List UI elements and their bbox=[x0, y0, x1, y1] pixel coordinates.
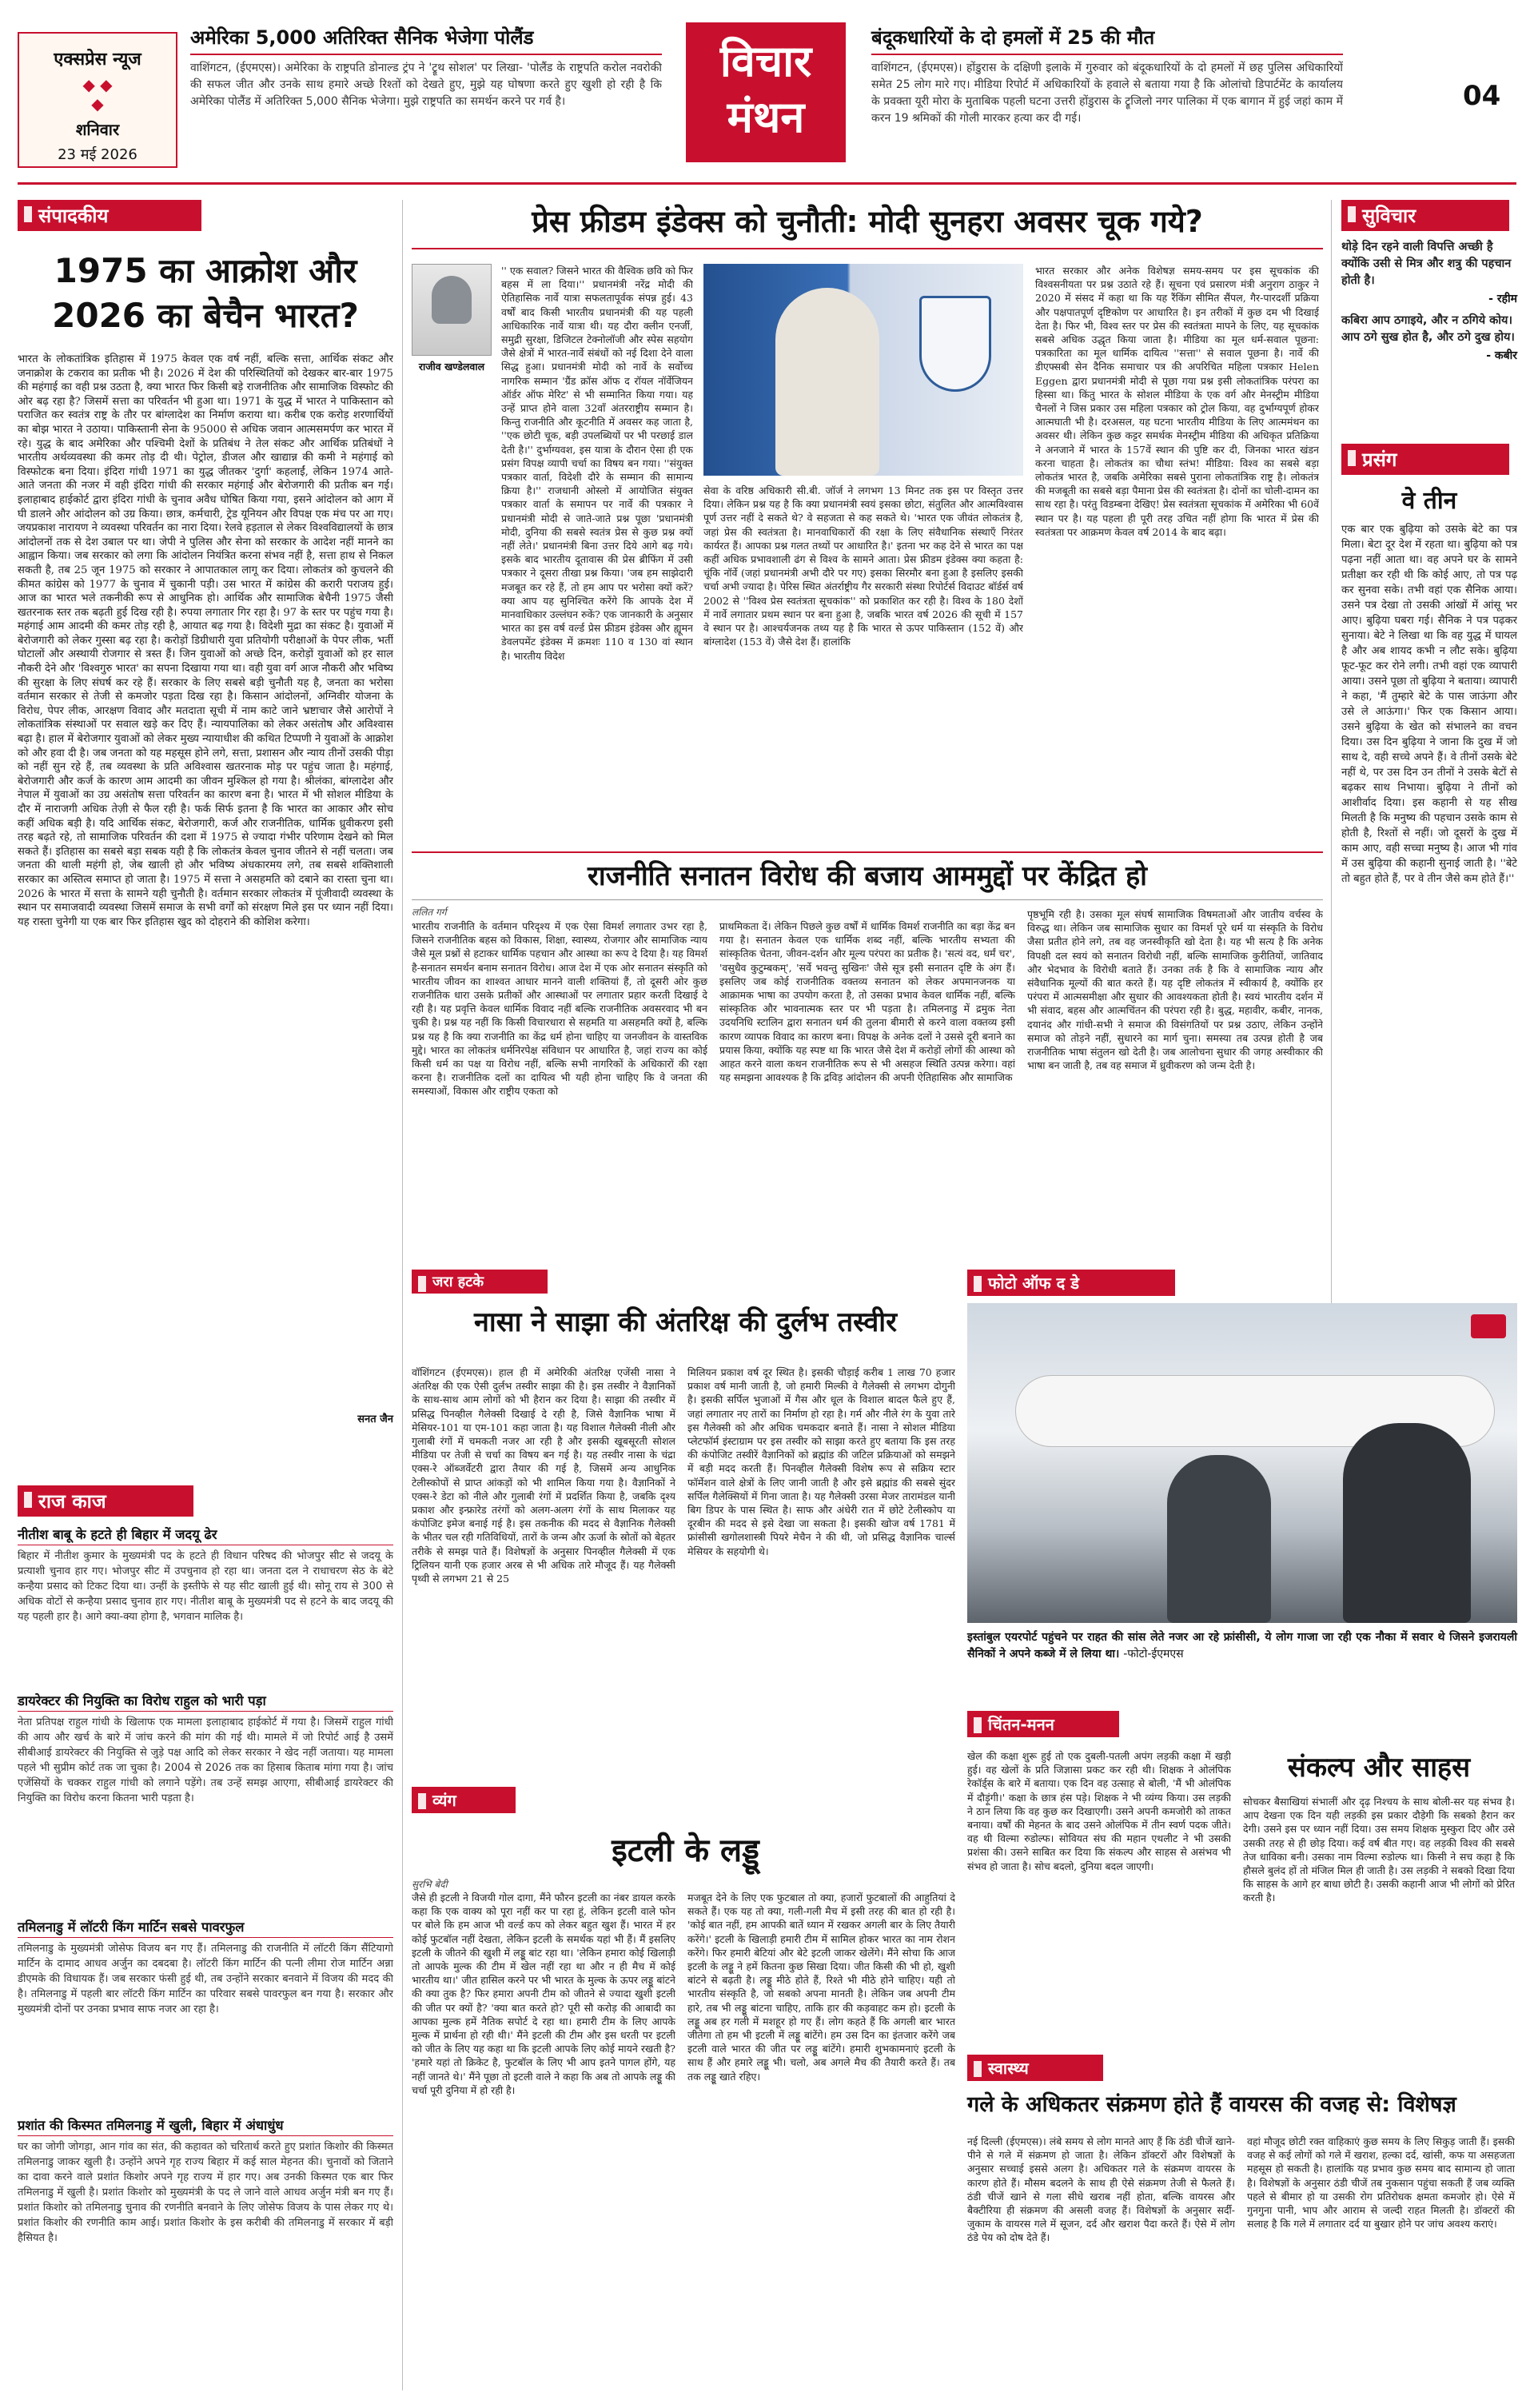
editorial-tag: संपादकीय bbox=[18, 200, 201, 231]
quote-2: कबिरा आप ठगाइये, और न ठगिये कोय। आप ठगे सुख होत है, और ठगे दुख होय। bbox=[1341, 314, 1515, 344]
person-left-silhouette bbox=[1167, 1455, 1271, 1623]
quote-2-author: - कबीर bbox=[1486, 349, 1517, 362]
column-divider bbox=[402, 200, 403, 2390]
author-portrait-icon bbox=[432, 276, 472, 324]
top-brief-left-body: वाशिंगटन, (ईएमएस)। अमेरिका के राष्ट्रपति डोनाल्ड ट्रंप ने 'ट्रूथ सोशल' पर लिखा- 'पोलैंड के राष्ट्रपति करोल नवरोकी की सफल जीत और उनके साथ हमारे अच्छे रिश्तों को देखते हुए, मुझे यह घोषणा करते हुए खुशी हो रही है कि अमेरिका पोलैंड में अतिरिक्त 5,000 सैनिक भेजेगा। मुझे राष्ट्रपति का समर्थन करने पर गर्व है। bbox=[190, 62, 662, 108]
nasa-col-1: वॉशिंगटन (ईएमएस)। हाल ही में अमेरिकी अंतरिक्ष एजेंसी नासा ने अंतरिक्ष की एक ऐसी दुर्लभ तस्वीर साझा की है। इस तस्वीर ने वैज्ञानिकों के साथ-साथ आम लोगों को भी हैरान कर दिया है। साझा की तस्वीर में प्रसिद्ध पिनव्हील गैलेक्सी दिखाई दे रही है, जिसे वैज्ञानिक भाषा में मेसियर-101 या एम-101 कहा जाता है। यह विशाल गैलेक्सी नीली और गुलाबी रंगों में चमकती नजर आ रही है और इसकी खूबसूरती सोशल मीडिया पर तेजी से चर्चा का विषय बन गई है। यह तस्वीर नासा के चंद्रा एक्स-रे ऑब्जर्वेटरी द्वारा तैयार की गई है, जिसमें अन्य आधुनिक टेलीस्कोपों से प्राप्त आंकड़ों को भी शामिल किया गया है। वैज्ञानिकों ने एक्स-रे डेटा को नीले और गुलाबी रंगों में प्रदर्शित किया है, जबकि दृश्य प्रकाश और इन्फ्रारेड तरंगों को अलग-अलग रंगों के साथ मिलाकर यह कंपोजिट इमेज बनाई गई है। इस तकनीक की मदद से वैज्ञानिक गैलेक्सी के भीतर चल रही गतिविधियों, तारों के जन्म और ऊर्जा के स्रोतों को बेहतर तरीके से समझ पाते हैं। विशेषज्ञों के अनुसार पिनव्हील गैलेक्सी में एक ट्रिलियन यानी एक हजार अरब से भी अधिक तारे मौजूद हैं। यह गैलेक्सी पृथ्वी से लगभग 21 से 25 bbox=[412, 1366, 675, 1585]
person-right-silhouette bbox=[1343, 1423, 1471, 1623]
day: शनिवार bbox=[75, 120, 120, 139]
top-brief-left-headline: अमेरिका 5,000 अतिरिक्त सैनिक भेजेगा पोलैंड bbox=[190, 24, 662, 55]
lead-article bbox=[412, 200, 1323, 839]
raajkaaj-item-3-body: तमिलनाडु के मुख्यमंत्री जोसेफ विजय बन गए हैं। तमिलनाडु की राजनीति में लॉटरी किंग सैंटियागो मार्टिन के दामाद आधव अर्जुन का दबदबा है। लॉटरी किंग मार्टिन की पत्नी लीमा रोज मार्टिन अन्ना डीएमके की विधायक हैं। जब सरकार फंसी हुई थी, तब उन्होंने सरकार बनवाने में विजय की मदद की है। तमिलनाडु में पहली बार लॉटरी किंग मार्टिन का परिवार सबसे पावरफुल बन गया है। सरकार और मुख्यमंत्री दोनों पर उनका प्रभाव साफ नजर आ रहा है। bbox=[18, 1943, 393, 2015]
date: 23 मई 2026 bbox=[58, 146, 137, 163]
page-number: 04 bbox=[1463, 80, 1501, 112]
lead-author: राजीव खण्डेलवाल bbox=[418, 361, 485, 373]
photo-caption bbox=[967, 1629, 1517, 1663]
quote-1-author: - रहीम bbox=[1488, 293, 1517, 305]
prasang-headline: वे तीन bbox=[1401, 487, 1457, 515]
nasa-tag: जरा हटके bbox=[412, 1270, 548, 1294]
secondary-col-3: पृष्ठभूमि रही है। उसका मूल संघर्ष सामाजिक विषमताओं और जातीय वर्चस्व के विरुद्ध था। लेकिन जब सामाजिक सुधार का विमर्श पूरे धर्म या संस्कृति के विरोध जैसा प्रतीत होने लगे, तब वह जनस्वीकृति खो देता है। यह भी सत्य है कि अनेक विपक्षी दल स्वयं को सनातन विरोधी नहीं, बल्कि सामाजिक कुरीतियों, जातिवाद और भेदभाव के विरोधी बताते हैं। उनका तर्क है कि वे सामाजिक न्याय और संवैधानिक मूल्यों की बात करते हैं। यह दृष्टि लोकतंत्र में स्वीकार्य है, क्योंकि हर परंपरा में आत्मसमीक्षा और सुधार की आवश्यकता होती है। स्वयं भारतीय दर्शन में भी संवाद, बहस और आत्मचिंतन की परंपरा रही है। बुद्ध, महावीर, कबीर, नानक, दयानंद और गांधी-सभी ने समाज की विसंगतियों पर प्रश्न उठाए, लेकिन उन्होंने समाज को तोड़ने नहीं, सुधारने का मार्ग चुना। समस्या तब उत्पन्न होती है जब राजनीतिक भाषा संतुलन खो देती है। जब आलोचना सुधार की जगह अस्वीकार की भाषा बन जाती है, तब वह समाज में ध्रुवीकरण को जन्म देती है। bbox=[1027, 908, 1323, 1072]
quote-1: थोड़े दिन रहने वाली विपत्ति अच्छी है क्योंकि उसी से मित्र और शत्रु की पहचान होती है। bbox=[1341, 241, 1512, 287]
chintan-tag: चिंतन-मनन bbox=[967, 1711, 1119, 1737]
lead-headline: प्रेस फ्रीडम इंडेक्स को चुनौती: मोदी सुनहरा अवसर चूक गये? bbox=[412, 200, 1323, 249]
top-brief-right-body: वाशिंगटन, (ईएमएस)। होंडुरास के दक्षिणी इलाके में गुरुवार को बंदूकधारियों के दो हमलों में छह पुलिस अधिकारियों समेत 25 लोग मारे गए। मीडिया रिपोर्ट में अधिकारियों के हवाले से बताया गया है कि ओलांचो डिपार्टमेंट के कार्यालय के प्रवक्ता यूरी मोरा के मुताबिक पहली घटना उत्तरी होंडुरास के ट्रूजिलो नगर पालिका में एक बागान में हुई जहां काम में करन 19 श्रमिकों की गोली मारकर हत्या कर दी गई। bbox=[871, 62, 1343, 125]
vyang-author: सुरभि बेदी bbox=[412, 1879, 448, 1890]
diamond-ornament-icon: ◆ ◆ ◆ bbox=[82, 75, 113, 114]
chintan-section bbox=[967, 1711, 1517, 2047]
lead-col-3: भारत सरकार और अनेक विशेषज्ञ समय-समय पर इस सूचकांक की विश्वसनीयता पर प्रश्न उठाते रहे हैं। सूचना एवं प्रसारण मंत्री अनुराग ठाकुर ने 2020 में संसद में कहा था कि यह रैंकिंग सीमित सैंपल, गैर-पारदर्शी प्रक्रिया और पक्षपातपूर्ण दृष्टिकोण पर आधारित है। इन तरीकों में कुछ दम भी दिखाई देता है। फिर भी, विश्व स्तर पर प्रेस की स्वतंत्रता मापने के लिए, यह सूचकांक सबसे अधिक उद्धृत किया जाता है। मीडिया का मूल धर्म-सवाल पूछना: पत्रकारिता का मूल धार्मिक दायित्व ''सत्ता'' से सवाल पूछना है। नार्वे की डीएफ्सबी सेन दैनिक समाचार पत्र की अपरिचित महिला पत्रकार Helen Eggen द्वारा प्रधानमंत्री मोदी से पूछा गया प्रश्न इसी लोकतांत्रिक परंपरा का हिस्सा था। किंतु भारत के सोशल मीडिया के एक वर्ग और मेनस्ट्रीम मीडिया चैनलों ने जिस प्रकार उस महिला पत्रकार को ट्रोल किया, वह दुर्भाग्यपूर्ण होकर आत्मघाती भी है। दरअसल, यह घटना भारतीय मीडिया के लिए आत्ममंथन का अवसर थी। लेकिन कुछ कट्टर समर्थक मेनस्ट्रीम मीडिया की अधिकृत प्रतिक्रिया ने अनजाने में भारत के 157वें स्थान की पुष्टि कर दी, जिनका भारत खंडन करना चाहता है। लोकतंत्र का चौथा स्तंभ! मीडिया: विश्व का सबसे बड़ा लोकतंत्र भारत है, जबकि अमेरिका सबसे पुराना लोकतांत्रिक राष्ट्र है। लोकतंत्र की मजबूती का सबसे बड़ा पैमाना प्रेस की स्वतंत्रता है। दोनों का चोली-दामन का साथ रहा है। परंतु विडम्बना देखिए! प्रेस स्वतंत्रता सूचकांक में अमेरिका भी 60वें स्थान पर है। यह पहला ही पूरी तरह उचित नहीं होगा कि भारत में प्रेस की स्वतंत्रता पर आक्रमण केवल वर्ष 2014 के बाद बढ़ा। bbox=[1035, 265, 1319, 538]
suvichar-section bbox=[1341, 200, 1517, 432]
secondary-col-2: प्राथमिकता दें। लेकिन पिछले कुछ वर्षों में धार्मिक विमर्श राजनीति का बड़ा केंद्र बन गया है। सनातन केवल एक धार्मिक शब्द नहीं, बल्कि भारतीय सभ्यता की सांस्कृतिक चेतना, जीवन-दर्शन और मूल्य परंपरा का प्रतीक है। 'सत्यं वद, धर्मं चर', 'वसुधैव कुटुम्बकम्', 'सर्वे भवन्तु सुखिनः' जैसे सूत्र इसी सनातन दृष्टि के अंग हैं। इसलिए जब कोई राजनीतिक वक्तव्य सनातन को लेकर अपमानजनक या आक्रामक भाषा का उपयोग करता है, तो उसका प्रभाव केवल धार्मिक नहीं, बल्कि सांस्कृतिक और भावनात्मक स्तर पर भी पड़ता है। तमिलनाडु में द्रमुक नेता उदयनिधि स्टालिन द्वारा सनातन धर्म की तुलना बीमारी से करने वाला वक्तव्य इसी कारण व्यापक विवाद का कारण बना। विपक्ष के अनेक दलों ने उससे दूरी बनाने का प्रयास किया, क्योंकि यह स्पष्ट था कि भारत जैसे देश में करोड़ों लोगों की आस्था को आहत करने वाला कथन राजनीतिक रूप से भी असहज स्थिति उत्पन्न करेगा। वहां यह समझना आवश्यक है कि द्रविड़ आंदोलन की अपनी ऐतिहासिक और सामाजिक bbox=[719, 920, 1015, 1084]
brand-box bbox=[686, 22, 846, 162]
vyang-col-1: जैसे ही इटली ने विजयी गोल दागा, मैंने फौरन इटली का नंबर डायल करके कहा कि एक वाक्य को पूरा नहीं कर पा रहा हूं, लेकिन इटली वाले फोन पर बोले कि हम आज भी वर्ल्ड कप को लेकर बहुत खुश हैं। भारत में हर कोई फुटबॉल नहीं देखता, लेकिन इटली के समर्थक यहां भी हैं। मैं इसलिए इटली के जीतने की खुशी में लड्डू बांट रहा था। 'लेकिन हमारा कोई खिलाड़ी तो आपके मुल्क की टीम में खेल नहीं रहा था और न ही मैच में कोई भारतीय था।' जीत हासिल करने पर भी भारत के मुल्क के ऊपर लड्डू बांटने की क्या तुक है? फिर हमारा अपनी टीम को जीतने से ज्यादा खुशी इटली की जीत पर क्यों है? 'क्या बात करते हो? पूरी सौ करोड़ की आबादी का आपका मुल्क हमें नैतिक सपोर्ट दे रहा था। हमारी टीम के लिए आपके मुल्क में प्रार्थना हो रही थी।' मैंने इटली की टीम और इस धरती पर इटली को जीत के लिए यह कहा था कि इटली आपके लिए कोई मायने रखती है? 'हमारे यहां तो क्रिकेट है, फुटबॉल के लिए भी आप इतने पागल होंगे, यह नहीं जानते थे।' मैंने पूछा तो इटली वाले ने कहा कि अब तो आपके लड्डू की चर्चा पूरी दुनिया में हो रही है। bbox=[412, 1892, 675, 2096]
raajkaaj-item-1-headline: नीतीश बाबू के हटते ही बिहार में जदयू ढेर bbox=[18, 1526, 393, 1545]
secondary-article bbox=[412, 851, 1323, 1259]
health-section bbox=[967, 2055, 1517, 2390]
vyang-col-2: मजबूत देने के लिए एक फुटबाल तो क्या, हजारों फुटबालों की आहुतियां दे सकते हैं। एक यह तो क्या, गली-गली मैच में इसी तरह की बात हो रही है। 'कोई बात नहीं, हम आपकी बातें ध्यान में रखकर अगली बार के लिए तैयारी करेंगे।' इटली के खिलाड़ी हमारी टीम में सामिल होकर भारत का नाम रोशन करेंगे। फिर हमारी बेटियां और बेटे इटली जाकर खेलेंगे। मैंने सोचा कि आज इटली के लड्डू ने हमें कितना कुछ सिखा दिया। जीत किसी की भी हो, खुशी बांटने से बढ़ती है। लड्डू मीठे होते हैं, रिश्ते भी मीठे होने चाहिए। यही तो भारतीय संस्कृति है, जो सबको अपना मानती है। लेकिन जब अपनी टीम हारे, तब भी लड्डू बांटना चाहिए, ताकि हार की कड़वाहट कम हो। इटली के लड्डू अब हर गली में मशहूर हो गए हैं। लोग कहते हैं कि अगली बार भारत जीतेगा तो हम भी इटली में लड्डू बांटेंगे। हम उस दिन का इंतजार करेंगे जब इटली वाले भारत की जीत पर लड्डू बांटेंगे। हमारी शुभकामनाएं इटली के साथ हैं और हमारे लड्डू भी। चलो, अब अगले मैच की तैयारी करते हैं। तब तक लड्डू खाते रहिए। bbox=[687, 1892, 955, 2083]
top-brief-left bbox=[190, 24, 662, 172]
chintan-body: खेल की कक्षा शुरू हुई तो एक दुबली-पतली अपंग लड़की कक्षा में खड़ी हुई। वह खेलों के प्रति जिज्ञासा प्रकट कर रही थी। शिक्षक ने ओलंपिक रेकॉर्ड्स के बारे में बताया। एक दिन वह उत्साह से बोली, 'मैं भी ओलंपिक में दौड़ूंगी।' कक्षा के छात्र हंस पड़े। शिक्षक ने भी व्यंग्य किया। उस लड़की ने ठान लिया कि वह कुछ कर दिखाएगी। उसने अपनी कमजोरी को ताकत बनाया। वर्षों की मेहनत के बाद उसने ओलंपिक में तीन स्वर्ण पदक जीते। वह थी विल्मा रुडोल्फ। सोवियत संघ की महान एथलीट ने भी उसकी प्रशंसा की। उसने साबित कर दिया कि संकल्प और साहस से असंभव भी संभव हो जाता है। सोच बदलो, दुनिया बदल जाएगी। bbox=[967, 1750, 1231, 1872]
health-col-1: नई दिल्ली (ईएमएस)। लंबे समय से लोग मानते आए हैं कि ठंडी चीजें खाने-पीने से गले में संक्रमण हो जाता है। लेकिन डॉक्टरों और विशेषज्ञों के अनुसार सच्चाई इससे अलग है। अधिकतर गले के संक्रमण वायरस के कारण होते हैं। मौसम बदलने के साथ ही ऐसे संक्रमण तेजी से फैलते हैं। ठंडी चीजें खाने से गला सीधे खराब नहीं होता, बल्कि वायरस और बैक्टीरिया ही संक्रमण की असली वजह हैं। विशेषज्ञों के अनुसार सर्दी-जुकाम के वायरस गले में सूजन, दर्द और खराश पैदा करते हैं। ऐसे में लोग ठंडे पेय को दोष देते हैं। bbox=[967, 2135, 1235, 2244]
secondary-headline: राजनीति सनातन विरोध की बजाय आममुद्दों पर केंद्रित हो bbox=[412, 851, 1323, 900]
raajkaaj-item-2-body: नेता प्रतिपक्ष राहुल गांधी के खिलाफ एक मामला इलाहाबाद हाईकोर्ट में गया है। जिसमें राहुल गांधी की आय और खर्च के बारे में जांच करने की मांग की गई थी। मामले में जो रिपोर्ट आई है उसमें सीबीआई डायरेक्टर की नियुक्ति से जुड़े पक्ष आदि को लेकर सरकार ने खेद नहीं जताया। यह मामला पहले भी सुप्रीम कोर्ट तक जा चुका है। 2004 से 2026 तक का हिसाब किताब मांगा गया है। जांच एजेंसियों के चक्कर राहुल गांधी को लगाने पड़ेंगे। तब उन्हें समझ आएगा, सीबीआई डायरेक्टर की नियुक्ति का विरोध करना कितना भारी पड़ता है। bbox=[18, 1716, 393, 1804]
top-brief-right bbox=[871, 24, 1343, 172]
raajkaaj-item-1-body: बिहार में नीतीश कुमार के मुख्यमंत्री पद के हटते ही विधान परिषद की भोजपुर सीट से जदयू के प्रत्याशी चुनाव हार गए। भोजपुर सीट में उपचुनाव हो रहा था। जनता दल ने राधाचरण सेठ के बेटे कन्हैया प्रसाद को टिकट दिया था। उन्हीं के इस्तीफे से यह सीट खाली हुई थी। सोनू राय से 300 से अधिक वोटों से कन्हैया प्रसाद चुनाव हार गए। नीतीश बाबू के मुख्यमंत्री पद से हटने के बाद जदयू की यह पहली हार है। आगे क्या-क्या होगा है, भगवान मालिक है। bbox=[18, 1550, 393, 1623]
raajkaaj-item-4-body: घर का जोगी जोगड़ा, आन गांव का संत, की कहावत को चरितार्थ करते हुए प्रशांत किशोर की किस्मत तमिलनाडु जाकर खुली है। उन्होंने अपने गृह राज्य बिहार में कई साल मेहनत की। चुनावों को जिताने का दावा करने वाले प्रशांत किशोर अपने गृह राज्य में हार गए। अब उनकी किस्मत एक बार फिर तमिलनाडु में खुली है। प्रशांत किशोर को मुख्यमंत्री के पद ले जाने वाले आधव अर्जुन मंत्री बन गए हैं। प्रशांत किशोर को तमिलनाडु चुनाव की रणनीति बनवाने के लिए जोसेफ विजय के पास लेकर गए थे। प्रशांत किशोर की रणनीति काम आई। प्रशांत किशोर के इस करीबी की तमिलनाडु में सरकार में बड़ी हैसियत है। bbox=[18, 2141, 393, 2244]
paper-name: एक्सप्रेस न्यूज bbox=[54, 50, 141, 70]
photo-of-day-section bbox=[967, 1270, 1517, 1701]
nasa-headline: नासा ने साझा की अंतरिक्ष की दुर्लभ तस्वीर bbox=[473, 1306, 897, 1338]
person-silhouette-icon bbox=[775, 288, 879, 476]
raajkaaj-section bbox=[18, 1485, 393, 2389]
suvichar-tag: सुविचार bbox=[1341, 200, 1509, 231]
top-brief-right-headline: बंदूकधारियों के दो हमलों में 25 की मौत bbox=[871, 24, 1343, 55]
raajkaaj-item-2-headline: डायरेक्टर की नियुक्ति का विरोध राहुल को भारी पड़ा bbox=[18, 1692, 393, 1712]
vyang-headline: इटली के लड्डू bbox=[612, 1832, 759, 1869]
ems-logo-icon bbox=[1471, 1314, 1506, 1338]
norway-emblem-icon bbox=[919, 296, 991, 392]
chintan-headline: संकल्प और साहस bbox=[1287, 1752, 1471, 1784]
author-photo bbox=[412, 264, 492, 356]
editorial-body: भारत के लोकतांत्रिक इतिहास में 1975 केवल एक वर्ष नहीं, बल्कि सत्ता, आर्थिक संकट और जनाक्रोश के टकराव का प्रतीक भी है। 2026 में देश की परिस्थितियों को देखकर बार-बार 1975 की महंगाई का वही प्रश्न उठता है, क्या भारत फिर किसी बड़े राजनीतिक और सामाजिक विस्फोट की ओर बढ़ रहा है? जिसमें सत्ता का परिवर्तन भी हुआ था। 1971 के युद्ध में भारत ने पाकिस्तान को पराजित कर स्वतंत्र राष्ट्र के तौर पर बांग्लादेश का निर्माण कराया था। करीब एक करोड़ शरणार्थियों का बोझ भारत ने उठाया। पाकिस्तानी सेना के 95000 से अधिक जवान आत्मसमर्पण कर भारत में रहे। युद्ध के बाद अमेरिका और पश्चिमी देशों के प्रतिबंध ने तेल संकट और आर्थिक प्रतिबंधों ने भारतीय अर्थव्यवस्था की कमर तोड़ दी थी। पेट्रोल, डीजल और खाद्यान्न की कमी ने महंगाई को विस्फोटक बना दिया। इंदिरा गांधी 1971 का युद्ध जीतकर 'दुर्गा' कहलाईं, लेकिन 1974 आते-आते जनता की नजर में वही इंदिरा गांधी की सरकार महंगाई और बेरोजगारी की प्रतीक बन गई। इलाहाबाद हाईकोर्ट द्वारा इंदिरा गांधी के चुनाव अवैध घोषित किया गया, इसने आंदोलन को आग में घी डालने और आंदोलन को उग्र किया। छात्र, कर्मचारी, ट्रेड यूनियन और विपक्ष एक मंच पर आ गए। जयप्रकाश नारायण ने व्यवस्था परिवर्तन का नारा दिया। रेलवे हड़ताल से लेकर विश्वविद्यालयों के छात्र आंदोलनों तक से देश उबाल पर था। जेपी ने पुलिस और सेना को सरकार के आदेश नहीं मानने का आह्वान किया। जब सरकार को लगा कि आंदोलन नियंत्रित करना संभव नहीं है, सत्ता हाथ से निकल सकती है, तब 25 जून 1975 को सरकार ने आपातकाल लागू कर दिया। लोकतंत्र को कुचलने की कीमत कांग्रेस को 1977 के चुनाव में चुकानी पड़ी। उस भारत में कांग्रेस की करारी पराजय हुई। आज का भारत भले तकनीकी रूप से आधुनिक हो। आर्थिक और सामाजिक बेचैनी 1975 जैसी खतरनाक स्तर तक बढ़ती हुई दिख रही है। रुपया लगातार गिर रहा है। 97 के स्तर पर पहुंच गया है। महंगाई आम आदमी की कमर तोड़ रही है, आयात बढ़ गया है। विदेशी मुद्रा का संकट है। युवाओं में बेरोजगारी को लेकर गुस्सा बढ़ रहा है। करोड़ों डिग्रीधारी युवा प्रतियोगी परीक्षाओं के पेपर लीक, भर्ती घोटालों और अस्थायी रोजगार से त्रस्त हैं। जिन युवाओं को अच्छे दिन, करोड़ों युवाओं को हर साल नौकरी देने और 'विश्वगुरु भारत' का सपना दिखाया गया था। वही युवा वर्ग आज नौकरी और भविष्य की सुरक्षा के लिए संघर्ष कर रहे हैं। सरकार के लिए सबसे बड़ी चुनौती यह है, जनता का भरोसा वर्तमान सरकार से तेजी से कमजोर पड़ता दिख रहा है। किसान आंदोलनों, अग्निवीर योजना के विरोध, पेपर लीक, आरक्षण विवाद और मतदाता सूची में नाम काटे जाने भ्रष्टाचार जैसे आरोपों ने लोकतांत्रिक संस्थाओं पर सवाल खड़े कर दिए हैं। न्यायपालिका को लेकर असंतोष और अविश्वास बढ़ा है। हाल में बेरोजगार युवाओं को लेकर मुख्य न्यायाधीश की कथित टिप्पणी ने युवाओं के आक्रोश को और हवा दी है। जब जनता को यह महसूस होने लगे, सत्ता, प्रशासन और न्याय तीनों उसकी पीड़ा को नहीं सुन रहे हैं, तब व्यवस्था के प्रति अविश्वास खतरनाक मोड़ पर पहुंच जाता है। महंगाई, बेरोजगारी और कर्ज के कारण आम आदमी का जीवन मुश्किल हो गया है। श्रीलंका, बांग्लादेश और नेपाल में युवाओं का उग्र असंतोष सत्ता परिवर्तन का कारण बना है। भारत में भी सोशल मीडिया के दौर में नाराजगी अधिक तेज़ी से फैल रही है। फर्क सिर्फ इतना है कि भारत का आकार और सोच कहीं अधिक बड़ी है। यदि आर्थिक संकट, बेरोजगारी, कर्ज और राजनीतिक, धार्मिक ध्रुवीकरण इसी तरह बढ़ते रहे, तो सामाजिक परिवर्तन की दशा में 1975 से ज्यादा गंभीर परिणाम देखने को मिल सकते हैं। इतिहास का सबसे बड़ा सबक यही है कि लोकतंत्र केवल चुनाव जीतने से नहीं चलता। जब जनता की थाली महंगी हो, जेब खाली हो और भविष्य अंधकारमय लगे, तब सबसे शक्तिशाली सरकार का अस्तित्व समाप्त हो जाता है। 1975 में सत्ता ने असहमति को दबाने का रास्ता चुना था। 2026 के भारत में सत्ता के सामने यही चुनौती है। वर्तमान सरकार लोकतंत्र में पूंजीवादी व्यवस्था के स्थान पर समाजवादी व्यवस्था जिसमें समाज के सभी वर्गों को संरक्षण मिले इस पर ध्यान नहीं दिया। यह रास्ता चुनेगी या एक बार फिर इतिहास खुद को दोहराने की कोशिश करेगा। bbox=[18, 353, 393, 928]
editorial-author: सनत जैन bbox=[357, 1413, 393, 1425]
editorial-headline: 1975 का आक्रोश और 2026 का बेचैन भारत? bbox=[52, 251, 359, 335]
prasang-tag: प्रसंग bbox=[1341, 444, 1509, 475]
photo-of-day-image bbox=[967, 1303, 1517, 1623]
photo-caption-text: इस्तांबुल एयरपोर्ट पहुंचने पर राहत की सांस लेते नजर आ रहे फ्रांसीसी, ये लोग गाजा जा रही एक नौका में सवार थे जिसने इजरायली सैनिकों ने अपने कब्जे में ले लिया था। bbox=[967, 1631, 1517, 1660]
vyang-tag: व्यंग bbox=[412, 1787, 516, 1813]
raajkaaj-item-4-headline: प्रशांत की किस्मत तमिलनाडु में खुली, बिहार में अंधाधुंध bbox=[18, 2117, 393, 2136]
raajkaaj-tag: राज काज bbox=[18, 1485, 193, 1517]
masthead-rule bbox=[18, 182, 1516, 185]
raajkaaj-item-3-headline: तमिलनाडु में लॉटरी किंग मार्टिन सबसे पावरफुल bbox=[18, 1919, 393, 1938]
health-headline: गले के अधिकतर संक्रमण होते हैं वायरस की वजह से: विशेषज्ञ bbox=[967, 2092, 1456, 2117]
lead-col-1: '' एक सवाल? जिसने भारत की वैश्विक छवि को फिर बहस में ला दिया।'' प्रधानमंत्री नरेंद्र मोदी की ऐतिहासिक नार्वे यात्रा सफलतापूर्वक संपन्न हुई। 43 वर्षों बाद किसी भारतीय प्रधानमंत्री की यह पहली आधिकारिक नार्वे यात्रा थी। यह दौरा क्लीन एनर्जी, समुद्री सुरक्षा, डिजिटल टेक्नोलॉजी और स्पेस सहयोग जैसे क्षेत्रों में भारत-नार्वे संबंधों को नई दिशा देने वाला सिद्ध हुआ। प्रधानमंत्री मोदी को नार्वे के सर्वोच्च नागरिक सम्मान 'ग्रैंड क्रॉस ऑफ द रॉयल नॉर्वेजियन ऑर्डर ऑफ मेरिट' से भी सम्मानित किया गया। यह उन्हें प्राप्त होने वाला 32वाँ अंतरराष्ट्रीय सम्मान है। किन्तु राजनीति और कूटनीति में अवसर कह जाता है, ''एक छोटी चूक, बड़ी उपलब्धियों पर भी परछाई डाल देती है।'' दुर्भाग्यवश, इस यात्रा के दौरान ऐसा ही एक प्रसंग विपक्ष व्यापी चर्चा का विषय बन गया। ''संयुक्त पत्रकार वार्ता, विदेशी दौरे के सम्मान की सामान्य क्रिया है।'' राजधानी ओस्लो में आयोजित संयुक्त पत्रकार वार्ता के समापन पर नार्वे की पत्रकार ने प्रधानमंत्री मोदी से जाते-जाते प्रश्न पूछा 'प्रधानमंत्री मोदी, दुनिया की सबसे स्वतंत्र प्रेस से कुछ प्रश्न क्यों नहीं लेते।' प्रधानमंत्री बिना उत्तर दिये आगे बढ़ गये। इसके बाद भारतीय दूतावास की प्रेस ब्रीफिंग में उसी पत्रकार ने दूसरा तीखा प्रश्न किया। 'जब हम साझेदारी मजबूत कर रहे हैं, तो हम आप पर भरोसा क्यों करें? क्या आप यह सुनिश्चित करेंगे कि आपके देश में मानवाधिकार उल्लंघन रुकें? एक जानकारी के अनुसार भारत का इस वर्ष वर्ल्ड प्रेस फ्रीडम इंडेक्स और ह्यूमन डेवलपमेंट इंडेक्स में क्रमशः 110 व 130 वां स्थान है। भारतीय विदेश bbox=[501, 265, 693, 662]
prasang-body: एक बार एक बुढ़िया को उसके बेटे का पत्र मिला। बेटा दूर देश में रहता था। बुढ़िया को पत्र पढ़ना नहीं आता था। वह अपने घर के सामने प्रतीक्षा कर रही थी कि कोई आए, तो पत्र पढ़ कर सुनवा सके। तभी वहां एक सैनिक आया। उसने पत्र देखा तो उसकी आंखों में आंसू भर आए। बुढ़िया घबरा गई। सैनिक ने पत्र पढ़कर सुनाया। बेटे ने लिखा था कि वह युद्ध में घायल है और अब शायद कभी न लौट सके। बुढ़िया फूट-फूट कर रोने लगी। तभी वहां एक व्यापारी आया। उसने पूछा तो बुढ़िया ने बताया। व्यापारी ने कहा, 'मैं तुम्हारे बेटे के पास जाऊंगा और उसे ले आऊंगा।' फिर एक किसान आया। उसने बुढ़िया के खेत को संभालने का वचन दिया। उस दिन बुढ़िया ने जाना कि दुख में जो साथ दे, वही सच्चे अपने हैं। वे तीनों उसके बेटे नहीं थे, पर उस दिन उन तीनों ने उसके बेटों से बढ़कर साथ निभाया। बुढ़िया ने तीनों को आशीर्वाद दिया। इस कहानी से यह सीख मिलती है कि मनुष्य की पहचान उसके काम से होती है, रिश्तों से नहीं। जो दूसरों के दुख में काम आए, वही सच्चा मनुष्य है। आज भी गांव में उस बुढ़िया की कहानी सुनाई जाती है। ''बेटे तो बहुत होते हैं, पर वे तीन जैसे कम होते हैं।'' bbox=[1341, 524, 1517, 885]
secondary-col-1: भारतीय राजनीति के वर्तमान परिदृश्य में एक ऐसा विमर्श लगातार उभर रहा है, जिसने राजनीतिक बहस को विकास, शिक्षा, स्वास्थ्य, रोजगार और सामाजिक न्याय जैसे मूल प्रश्नों से हटाकर धार्मिक पहचान और आस्था का रूप दे दिया है। यह विमर्श है-सनातन समर्थन बनाम सनातन विरोध। आज देश में एक ओर सनातन संस्कृति को भारतीय जीवन का शाश्वत आधार मानने वाली शक्तियां हैं, तो दूसरी ओर कुछ राजनीतिक धारा उसके प्रतीकों और आस्थाओं पर लगातार प्रहार करती दिखाई दे रही है। यह प्रवृत्ति केवल धार्मिक विवाद नहीं बल्कि राजनीतिक अवसरवाद भी बन चुकी है। प्रश्न यह नहीं कि किसी विचारधारा से सहमति या असहमति क्यों है, बल्कि प्रश्न यह है कि क्या राजनीति का केंद्र धर्म होना चाहिए या जनजीवन के वास्तविक मुद्दे। भारत का लोकतंत्र धर्मनिरपेक्ष संविधान पर आधारित है, जहां राज्य का कोई किसी धर्म का पक्ष या विरोध नहीं, बल्कि सभी नागरिकों के अधिकारों की रक्षा करना है। राजनीतिक दलों का दायित्व भी यही होना चाहिए कि वे जनता की समस्याओं, विकास और राष्ट्रीय एकता को bbox=[412, 920, 707, 1098]
lead-col-2: सेवा के वरिष्ठ अधिकारी सी.बी. जॉर्ज ने लगभग 13 मिनट तक इस पर विस्तृत उत्तर दिया। लेकिन प्रश्न यह है कि क्या प्रधानमंत्री स्वयं इसका छोटा, संतुलित और आत्मविश्वास पूर्ण उत्तर नहीं दे सकते थे? वे सहजता से कह सकते थे। 'भारत एक जीवंत लोकतंत्र है, जहां प्रेस की स्वतंत्रता है। मानवाधिकारों की रक्षा के लिए संवैधानिक संस्थाएँ निरंतर कार्यरत हैं। आपका प्रश्न गलत तथ्यों पर आधारित है।' इतना भर कह देने से भारत का पक्ष कहीं अधिक प्रभावशाली ढंग से विश्व के सामने आता। प्रेस फ्रीडम इंडेक्स क्या कहता है: चूंकि नॉर्वे (जहां प्रधानमंत्री अभी दौरे पर गए) इसका सिरमौर बना हुआ है इसलिए इसकी चर्चा अभी ज्यादा है। पेरिस स्थित अंतर्राष्ट्रीय गैर सरकारी संस्था रिपोर्टर्स विदाउट बॉर्डर्स वर्ष 2002 से ''विश्व प्रेस स्वतंत्रता सूचकांक'' को प्रकाशित कर रही है। विश्व के 180 देशों में नार्वे लगातार प्रथम स्थान पर बना हुआ है, जबकि भारत वर्ष 2026 की सूची में 157 वे स्थान पर है। आश्चर्यजनक तथ्य यह है कि भारत से ऊपर पाकिस्तान (152 वें) और बांग्लादेश (153 वें) जैसे देश हैं। हालांकि bbox=[703, 484, 1023, 648]
photo-of-day-tag: फोटो ऑफ द डे bbox=[967, 1270, 1175, 1296]
masthead-left bbox=[18, 32, 177, 168]
brand-line-1: विचार bbox=[719, 36, 812, 86]
editorial-section bbox=[18, 200, 393, 1439]
chintan-body-2: सोचकर बैसाखियां संभालीं और दृढ़ निश्चय के साथ बोली-सर यह संभव है। आप देखना एक दिन यही लड़की इस प्रकार दौड़ेगी कि सबको हैरान कर देगी। उसने इस पर ध्यान नहीं दिया। उस समय शिक्षक मुस्कुरा दिए और उसे उसकी तरह से ही छोड़ दिया। कई वर्ष बीत गए। वह लड़की विश्व की सबसे तेज धाविका बनी। उसका नाम विल्मा रुडोल्फ था। किसी ने सच कहा है कि हौसले बुलंद हों तो मंजिल मिल ही जाती है। उस लड़की ने सबको दिखा दिया कि साहस के आगे हर बाधा छोटी है। उसकी कहानी आज भी लोगों को प्रेरित करती है। bbox=[1243, 1796, 1515, 1904]
health-tag: स्वास्थ्य bbox=[967, 2055, 1103, 2081]
vyang-section bbox=[412, 1787, 959, 2394]
secondary-author: ललित गर्ग bbox=[412, 907, 447, 918]
lead-photo bbox=[703, 264, 1023, 476]
brand-line-2: मंथन bbox=[727, 92, 805, 142]
health-col-2: वहां मौजूद छोटी रक्त वाहिकाएं कुछ समय के लिए सिकुड़ जाती हैं। इसकी वजह से कई लोगों को गले में खराश, हल्का दर्द, खांसी, कफ या असहजता महसूस हो सकती है। हालांकि यह प्रभाव कुछ समय बाद सामान्य हो जाता है। विशेषज्ञों के अनुसार ठंडी चीजें तब नुकसान पहुंचा सकती हैं जब व्यक्ति पहले से बीमार हो या उसकी रोग प्रतिरोधक क्षमता कमजोर हो। ऐसे में गुनगुना पानी, भाप और आराम से जल्दी राहत मिलती है। डॉक्टरों की सलाह है कि गले में लगातार दर्द या बुखार होने पर जांच अवश्य कराएं। bbox=[1247, 2135, 1515, 2231]
photo-credit: -फोटो-ईएमएस bbox=[1123, 1648, 1184, 1660]
nasa-section bbox=[412, 1270, 959, 1781]
nasa-col-2: मिलियन प्रकाश वर्ष दूर स्थित है। इसकी चौड़ाई करीब 1 लाख 70 हजार प्रकाश वर्ष मानी जाती है, जो हमारी मिल्की वे गैलेक्सी से लगभग दोगुनी है। इसकी सर्पिल भुजाओं में गैस और धूल के विशाल बादल फैले हुए हैं, जहां लगातार नए तारों का निर्माण हो रहा है। गर्म और नीले रंग के युवा तारे इस गैलेक्सी को और अधिक चमकदार बनाते हैं। नासा ने सोशल मीडिया प्लेटफॉर्म इंस्टाग्राम पर इस तस्वीर को साझा करते हुए बताया कि इस तरह की कंपोजिट तस्वीरें वैज्ञानिकों को ब्रह्मांड की जटिल प्रक्रियाओं को समझने में बड़ी मदद करती हैं। पिनव्हील गैलेक्सी विशेष रूप से सक्रिय स्टार फॉर्मेशन वाले क्षेत्रों के लिए जानी जाती है और इसे ब्रह्मांड की सबसे सुंदर सर्पिल गैलेक्सियों में गिना जाता है। यह गैलेक्सी उरसा मेजर तारामंडल यानी बिग डिपर के पास स्थित है। साफ और अंधेरी रात में छोटे टेलीस्कोप या दूरबीन की मदद से इसे देखा जा सकता है। इसकी खोज वर्ष 1781 में फ्रांसीसी खगोलशास्त्री पियरे मेचैन ने की थी, जो प्रसिद्ध वैज्ञानिक चार्ल्स मेसियर के सहयोगी थे। bbox=[687, 1366, 955, 1557]
